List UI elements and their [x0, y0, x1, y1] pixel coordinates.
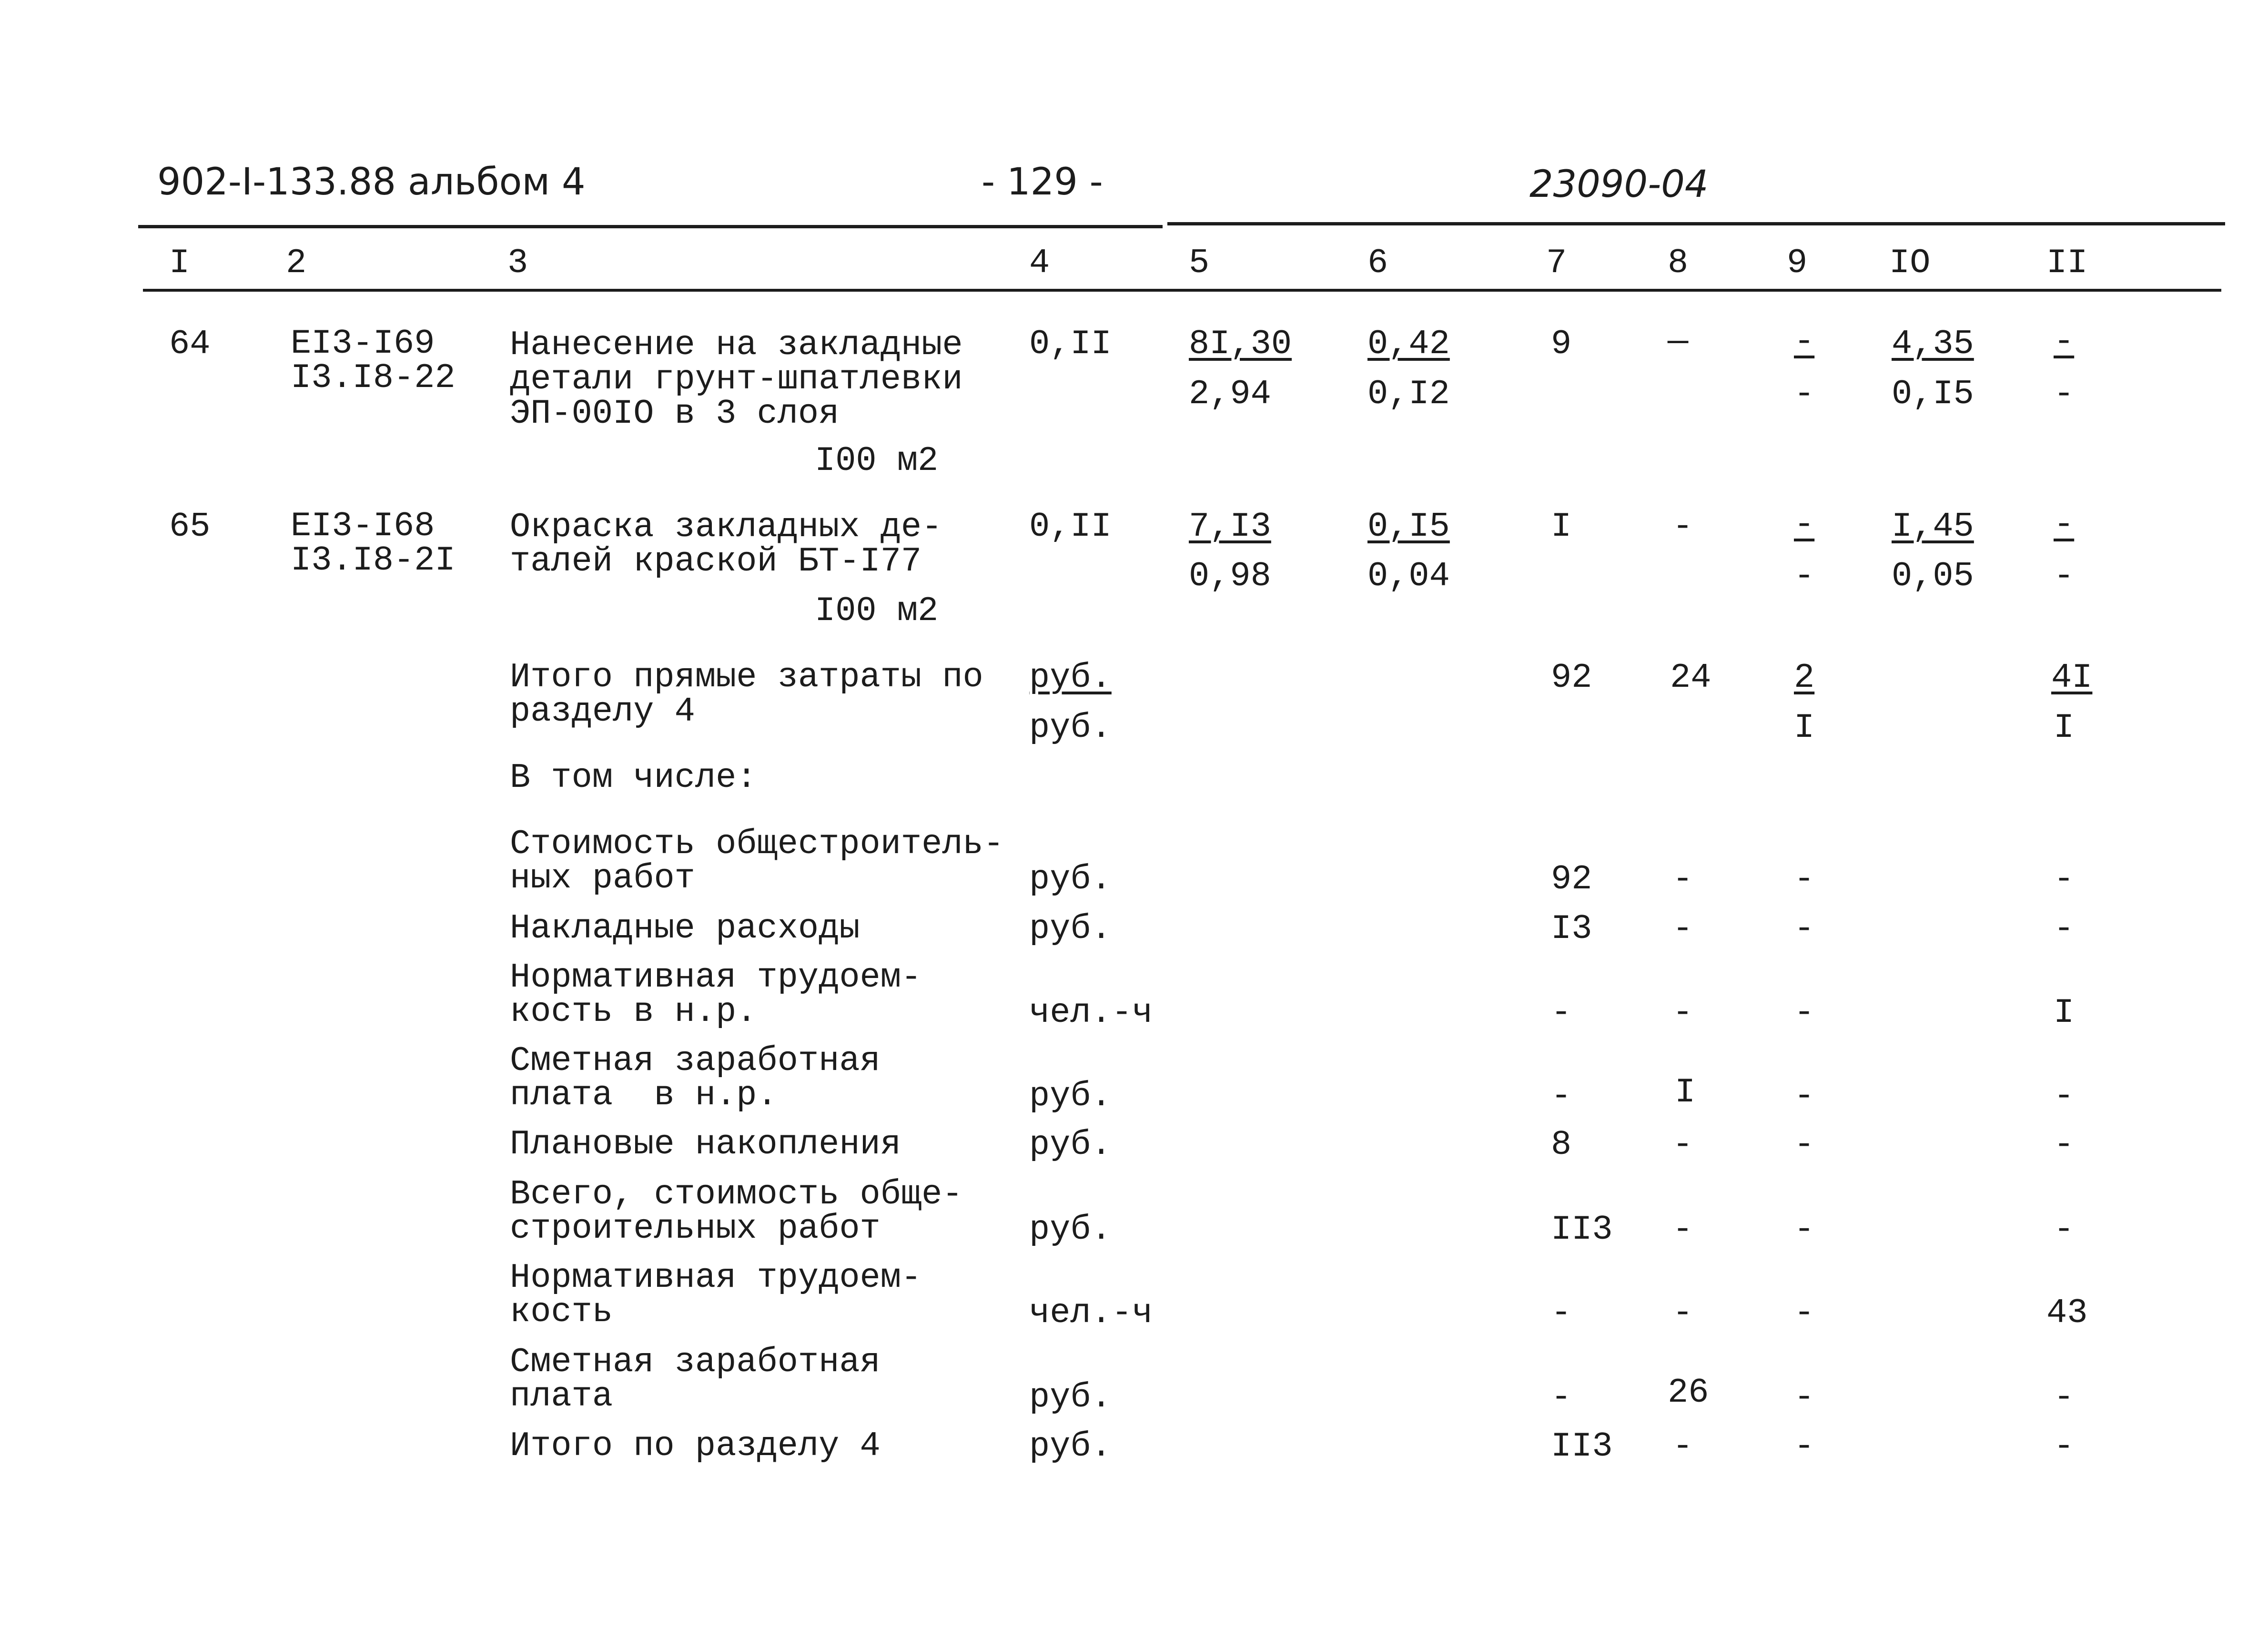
summary-label: Нормативная трудоем- кость: [510, 1258, 922, 1332]
col-header-2: 2: [286, 244, 307, 283]
summary-col9: -: [1794, 1077, 1815, 1116]
unit-cost-wages: 0,98: [1189, 557, 1271, 596]
quantity: 0,II: [1029, 325, 1112, 364]
col9-bottom: -: [1794, 375, 1815, 414]
row-number: 64: [169, 325, 211, 364]
header-rule-right: [1167, 222, 2225, 225]
summary-col9: -: [1794, 1378, 1815, 1417]
total-direct-col11-top: 4I: [2051, 658, 2093, 697]
summary-col11: I: [2054, 993, 2075, 1032]
total-direct-label: Итого прямые затраты по разделу 4: [510, 658, 983, 731]
unit-cost-total: 7,I3: [1189, 507, 1271, 546]
summary-col8: -: [1672, 1210, 1693, 1249]
total-direct-col9-bottom: I: [1794, 708, 1815, 747]
total-direct-unit-top: руб.: [1029, 658, 1112, 697]
col-header-6: 6: [1367, 244, 1388, 283]
summary-col7: I3: [1551, 909, 1592, 948]
summary-col9: -: [1794, 993, 1815, 1032]
summary-label: Всего, стоимость обще- строительных работ: [510, 1175, 963, 1248]
col9-top: -: [1794, 505, 1815, 544]
col10-bottom: 0,05: [1892, 557, 1974, 596]
summary-col9: -: [1794, 860, 1815, 899]
summary-col9: -: [1794, 1294, 1815, 1333]
summary-col11: -: [2054, 909, 2075, 948]
measure-unit: I00 м2: [815, 591, 939, 631]
summary-label: Итого по разделу 4: [510, 1426, 881, 1466]
col-header-10: IO: [1889, 244, 1931, 283]
col11-bottom: -: [2054, 375, 2075, 414]
col8-value: -: [1672, 507, 1693, 546]
machine-wages: 0,04: [1367, 557, 1450, 596]
summary-col11: -: [2054, 1427, 2075, 1466]
quantity: 0,II: [1029, 507, 1112, 546]
summary-col9: -: [1794, 909, 1815, 948]
summary-col9: -: [1794, 1427, 1815, 1466]
summary-col8: -: [1672, 860, 1693, 899]
summary-col7: -: [1551, 1077, 1572, 1116]
column-header-rule: [143, 289, 2221, 292]
col-header-11: II: [2046, 244, 2088, 283]
album-designation: 902-I-133.88 альбом 4: [157, 161, 586, 204]
col11-top: -: [2054, 322, 2075, 361]
including-label: В том числе:: [510, 758, 757, 797]
summary-col11: -: [2054, 1077, 2075, 1116]
summary-col8: -: [1672, 909, 1693, 948]
col-header-8: 8: [1668, 244, 1689, 283]
summary-unit: чел.-ч: [1029, 1294, 1153, 1333]
summary-unit: руб.: [1029, 1077, 1112, 1116]
total-direct-col8: 24: [1670, 658, 1711, 697]
summary-unit: руб.: [1029, 1427, 1112, 1466]
page-number: - 129 -: [982, 161, 1103, 204]
total-direct-unit-bottom: руб.: [1029, 708, 1112, 747]
summary-col7: 92: [1551, 860, 1592, 899]
unit-cost-wages: 2,94: [1189, 375, 1271, 414]
summary-col11: 43: [2046, 1294, 2088, 1333]
summary-unit: руб.: [1029, 909, 1112, 948]
col9-top: -: [1794, 322, 1815, 361]
summary-label: Стоимость общестроитель- ных работ: [510, 825, 1004, 898]
summary-label: Сметная заработная плата: [510, 1343, 881, 1416]
summary-col11: -: [2054, 1125, 2075, 1164]
rate-code: EI3-I68 I3.I8-2I: [291, 507, 456, 580]
work-description: Окраска закладных де- талей краской БТ-I77: [510, 508, 942, 581]
rate-code: EI3-I69 I3.I8-22: [291, 324, 456, 397]
col10-bottom: 0,I5: [1892, 375, 1974, 414]
summary-unit: чел.-ч: [1029, 993, 1153, 1032]
summary-col8: 26: [1668, 1373, 1709, 1412]
total-direct-col7: 92: [1551, 658, 1592, 697]
summary-col8: -: [1672, 1427, 1693, 1466]
summary-col7: -: [1551, 1294, 1572, 1333]
summary-unit: руб.: [1029, 1125, 1112, 1164]
summary-col9: -: [1794, 1125, 1815, 1164]
total-cost: 9: [1551, 325, 1572, 364]
row-number: 65: [169, 507, 211, 546]
work-description: Нанесение на закладные детали грунт-шпатлевки ЭП-00IO в 3 слоя: [510, 326, 963, 433]
col-header-7: 7: [1546, 244, 1567, 283]
total-direct-col9-top: 2: [1794, 658, 1815, 697]
measure-unit: I00 м2: [815, 441, 939, 480]
col11-bottom: -: [2054, 557, 2075, 596]
summary-col8: I: [1675, 1073, 1696, 1112]
header-rule-left: [138, 225, 1163, 228]
total-cost: I: [1551, 507, 1572, 546]
summary-col8: -: [1672, 993, 1693, 1032]
summary-label: Плановые накопления: [510, 1125, 901, 1164]
summary-unit: руб.: [1029, 860, 1112, 899]
col10-top: I,45: [1892, 507, 1974, 546]
machine-wages: 0,I2: [1367, 375, 1450, 414]
col-header-9: 9: [1787, 244, 1808, 283]
col10-top: 4,35: [1892, 325, 1974, 364]
summary-label: Накладные расходы: [510, 909, 860, 948]
machine-cost: 0,42: [1367, 325, 1450, 364]
machine-cost: 0,I5: [1367, 507, 1450, 546]
summary-col11: -: [2054, 860, 2075, 899]
col-header-1: I: [169, 244, 190, 283]
summary-col7: II3: [1551, 1427, 1613, 1466]
summary-col8: -: [1672, 1294, 1693, 1333]
document-code: 23090-04: [1529, 163, 1709, 206]
col11-top: -: [2054, 505, 2075, 544]
summary-col11: -: [2054, 1210, 2075, 1249]
summary-col9: -: [1794, 1210, 1815, 1249]
summary-col8: -: [1672, 1125, 1693, 1164]
col-header-4: 4: [1029, 244, 1050, 283]
col-header-5: 5: [1189, 244, 1210, 283]
summary-col7: 8: [1551, 1125, 1572, 1164]
summary-col7: -: [1551, 1378, 1572, 1417]
summary-col7: -: [1551, 993, 1572, 1032]
summary-label: Сметная заработная плата в н.р.: [510, 1041, 881, 1115]
total-direct-col11-bottom: I: [2054, 708, 2075, 747]
col8-value: —: [1668, 322, 1689, 361]
summary-col7: II3: [1551, 1210, 1613, 1249]
col9-bottom: -: [1794, 557, 1815, 596]
summary-col11: -: [2054, 1378, 2075, 1417]
col-header-3: 3: [507, 244, 528, 283]
summary-unit: руб.: [1029, 1378, 1112, 1417]
summary-unit: руб.: [1029, 1210, 1112, 1249]
unit-cost-total: 8I,30: [1189, 325, 1292, 364]
summary-label: Нормативная трудоем- кость в н.р.: [510, 958, 922, 1031]
